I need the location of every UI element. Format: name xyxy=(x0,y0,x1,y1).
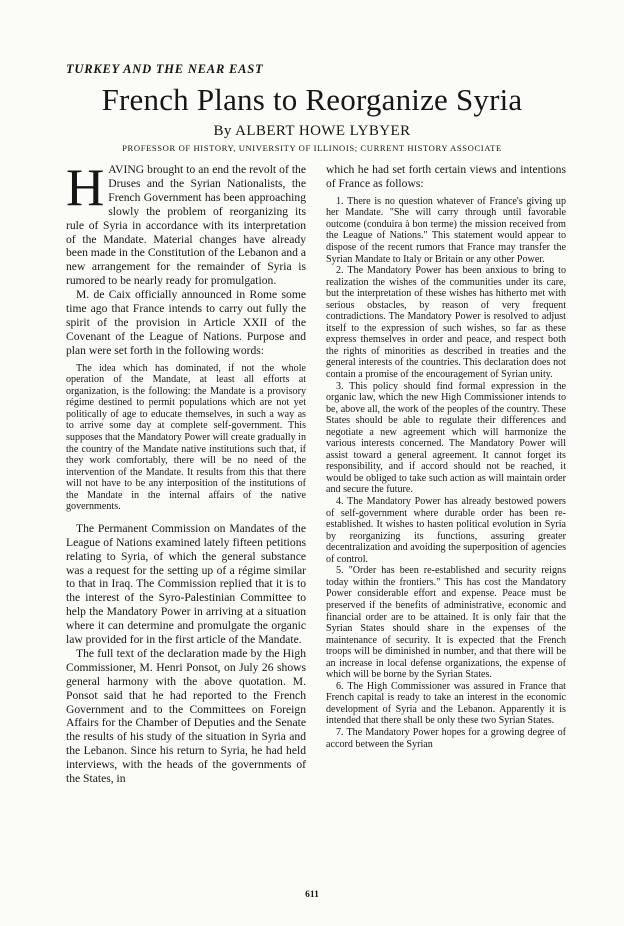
quote-text: The idea which has dominated, if not the whole operation of the Mandate, at least all efforts at organization, is the following: the Mandate is a provisory régime destined to permit populations which are not yet politically of age to educate themselves, in such a way as to arrive some day at complete self-government. This supposes that the Mandatory Power will create gradually in the country of the Mandate native institutions such that, if they work comfortably, there will be no need of the intervention of the Mandate. It results from this that there will not have to be any interposition of the institutions of the Mandate in the internal affairs of the native governments. xyxy=(66,362,306,513)
list-item: 3. This policy should find formal expression in the organic law, which the new High Commissioner intends to be, above all, the work of the peoples of the country. These States should be able to regulate their differences and negotiate a new agreement which will harmonize the various interests concerned. The Mandatory Power will assist toward a general agreement. It cannot forget its responsibility, and if accord should not be reached, it would be obliged to take such action as will maintain order and secure the future. xyxy=(326,380,566,496)
page-number: 611 xyxy=(305,890,319,900)
body-paragraph: The Permanent Commission on Mandates of the League of Nations examined lately fifteen petitions relating to Syria, of which the general substance was a request for the setting up of a régime similar to that in Iraq. The Commission replied that it is to the interest of the Syro-Palestinian Committee to help the Mandatory Power in arriving at a situation where it can determine and promulgate the organic law provided for in the first article of the Mandate. xyxy=(66,521,306,647)
list-item: 2. The Mandatory Power has been anxious to bring to realization the wishes of the communities under its care, but the interpretation of these wishes has hitherto met with serious obstacles, by reason of very frequent contradictions. The Mandatory Power is resolved to adjust itself to the expression of such wishes, so far as these express themselves in order and peace, and respect both the rights of minorities as described in treaties and the general interests of the countries. This declaration does not contain a promise of the encouragement of Syrian unity. xyxy=(326,265,566,381)
list-item: 1. There is no question whatever of France's giving up her Mandate. "She will carry through until favorable outcome (conduira à bon terme) the mission received from the League of Nations." This statement would appear to dispose of the recent rumors that France may transfer the Syrian Mandate to Italy or Britain or any other Power. xyxy=(326,195,566,265)
opening-paragraph-text: AVING brought to an end the revolt of the Druses and the Syrian Nationalists, the French Government has been approaching slowly the problem of reorganizing its rule of Syria in accordance with its interpretation of the Mandate. Material changes have already been made in the Constitution of the Lebanon and a new arrangement for the remainder of Syria is rumored to be nearly ready for promulgation. xyxy=(66,163,306,288)
list-item: 4. The Mandatory Power has already bestowed powers of self-government where durable order has been re-established. It wishes to hasten political evolution in Syria by reorganizing its functions, assuring greater decentralization and avoiding the superposition of agencies of control. xyxy=(326,496,566,565)
body-paragraph: which he had set forth certain views and intentions of France as follows: xyxy=(326,163,566,190)
body-paragraph: The full text of the declaration made by the High Commissioner, M. Henri Ponsot, on July 26 shows general harmony with the above quotation. M. Ponsot said that he had reported to the French Government and to the Committees on Foreign Affairs for the Chamber of Deputies and the Senate the results of his study of the situation in Syria and the Lebanon. Since his return to Syria, he had held interviews, with the heads of the governments of the States, in xyxy=(66,646,306,786)
body-paragraph: M. de Caix officially announced in Rome some time ago that France intends to carry out fully the spirit of the provision in Article XXII of the Covenant of the League of Nations. Purpose and plan were set forth in the following words: xyxy=(66,288,306,357)
list-item: 6. The High Commissioner was assured in France that French capital is ready to take an interest in the economic development of Syria and the Lebanon. Apparently it is intended that there shall be only these two Syrian States. xyxy=(326,680,566,727)
section-heading: TURKEY AND THE NEAR EAST xyxy=(66,62,264,76)
author-affiliation: PROFESSOR OF HISTORY, UNIVERSITY OF ILLINOIS; CURRENT HISTORY ASSOCIATE xyxy=(122,143,502,153)
list-item: 7. The Mandatory Power hopes for a growing degree of accord between the Syrian xyxy=(326,726,566,750)
left-column xyxy=(66,163,306,883)
drop-cap: H xyxy=(66,163,105,217)
list-item: 5. "Order has been re-established and security reigns today within the frontiers." This has cost the Mandatory Power considerable effort and expense. Peace must be preserved if the benefits of administrative, economic and financial order are to be attained. It is only fair that the Syrian States should share in the expenses of the maintenance of security. It is expected that the French troops will be diminished in number, and that there will be an increase in local defense organizations, the expense of which will be borne by the Syrian States. xyxy=(326,565,566,681)
opening-paragraph xyxy=(66,163,306,288)
byline: By ALBERT HOWE LYBYER xyxy=(213,123,411,139)
right-column xyxy=(326,163,566,883)
numbered-declaration-list xyxy=(326,196,566,750)
article-title: French Plans to Reorganize Syria xyxy=(101,82,523,117)
block-quote xyxy=(66,363,306,513)
